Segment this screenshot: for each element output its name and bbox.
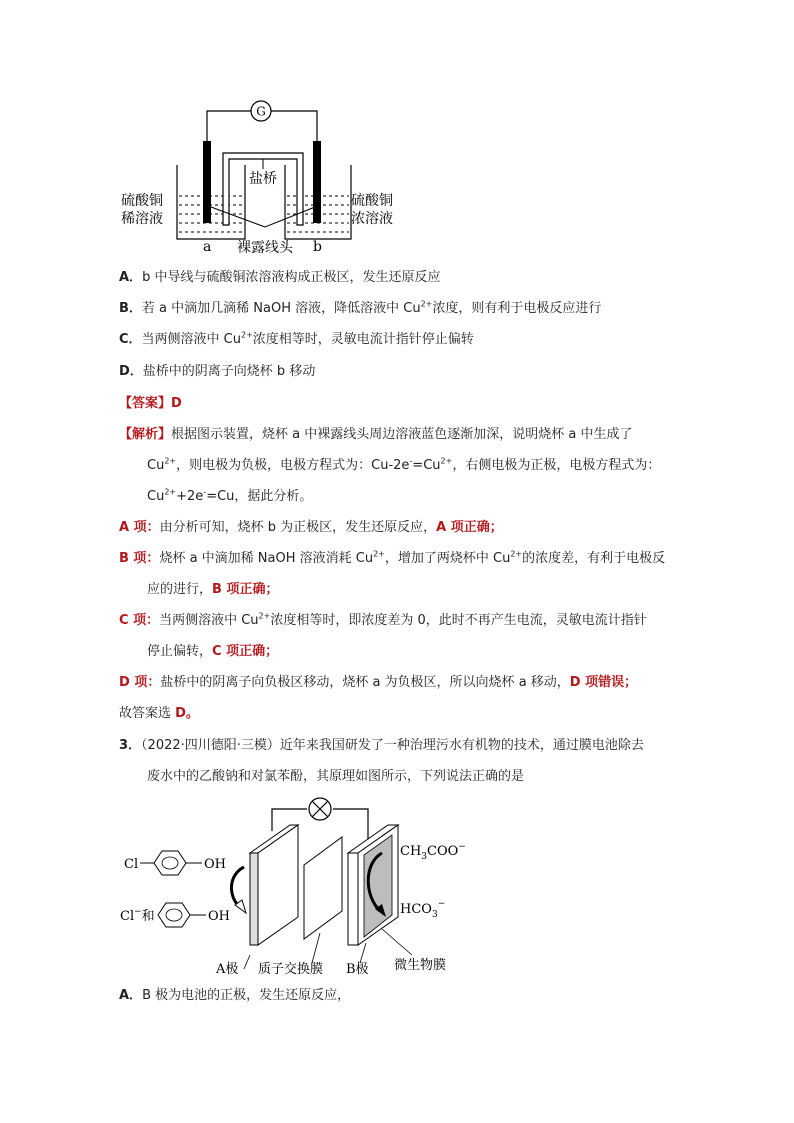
left-solution-label-1: 硫酸铜 (121, 193, 163, 209)
option-d: D．盐桥中的阴离子向烧杯 b 移动 (119, 364, 316, 379)
biofilm-label: 微生物膜 (394, 958, 447, 973)
membrane-label: 质子交换膜 (258, 962, 324, 977)
q3-stem-line-1: 3．（2022·四川德阳·三模）近年来我国研发了一种治理污水有机物的技术，通过膜电池除去 (119, 738, 644, 753)
membrane-cell-diagram (120, 795, 480, 980)
analysis-item-b-cont: 应的进行，B 项正确； (147, 582, 279, 597)
external-wire-right (271, 111, 317, 141)
electrode-b-label: B极 (346, 962, 369, 977)
phenol-structure (158, 903, 206, 927)
cl-label: Cl (124, 857, 139, 872)
analysis-item-b: B 项：烧杯 a 中滴加稀 NaOH 溶液消耗 $Cu^{2+}$，增加了两烧杯中 $Cu^{2+}$的浓度差，有利于电极反 (119, 549, 666, 566)
q3-stem-line-2: 废水中的乙酸钠和对氯苯酚，其原理如图所示，下列说法正确的是 (147, 769, 525, 784)
analysis-item-c-cont: 停止偏转，C 项正确； (147, 644, 279, 659)
electrode-b-plate (348, 825, 398, 945)
analysis-line-3: $Cu^{2+}+2e^-=Cu$，据此分析。 (147, 487, 313, 504)
conclusion: 故答案选 D。 (119, 706, 199, 721)
left-solution-label-2: 稀溶液 (121, 211, 163, 227)
bicarbonate-label: $HCO_3^-$ (400, 899, 446, 920)
electrode-b-label: b (313, 239, 322, 255)
analysis-item-c: C 项：当两侧溶液中 $Cu^{2+}$浓度相等时，即浓度差为 0，此时不再产生电流，灵敏电流计指针 (119, 611, 647, 628)
external-wire (207, 111, 251, 141)
electrode-a (203, 141, 211, 223)
answer: 【答案】D (119, 396, 182, 411)
option-b: B．若 a 中滴加几滴稀 NaOH 溶液，降低溶液中 $Cu^{2+}$浓度，则有利于电极反应进行 (119, 299, 602, 316)
right-solution-label-2: 浓溶液 (351, 211, 393, 227)
external-circuit-right (333, 809, 368, 843)
proton-exchange-membrane (304, 837, 342, 939)
electrode-a-plate (250, 825, 298, 945)
bare-wire-label: 裸露线头 (237, 240, 293, 255)
concentration-cell-diagram (115, 95, 425, 255)
analysis-line-1: 【解析】根据图示装置，烧杯 a 中裸露线头周边溶液蓝色逐渐加深，说明烧杯 a 中生成了 (119, 427, 633, 442)
right-solution-label-1: 硫酸铜 (351, 193, 393, 209)
salt-bridge-label: 盐桥 (249, 171, 277, 187)
electrode-b (313, 141, 321, 223)
galvanometer-label: G (256, 104, 266, 119)
analysis-item-d: D 项：盐桥中的阴离子向负极区移动，烧杯 a 为负极区，所以向烧杯 a 移动，D 项错误； (119, 675, 638, 690)
q3-option-a: A．B 极为电池的正极，发生还原反应， (119, 988, 351, 1003)
oh-label-bottom: OH (208, 909, 230, 924)
chlorophenol-structure (140, 851, 202, 875)
electrode-a-label: a (203, 239, 212, 255)
cl-minus-label: Cl−和 (120, 907, 155, 924)
option-a: A．b 中导线与硫酸铜浓溶液构成正极区，发生还原反应 (119, 270, 441, 285)
oh-label-top: OH (204, 857, 226, 872)
lamp-icon (309, 798, 331, 820)
acetate-label: $CH_3COO^-$ (400, 842, 466, 862)
analysis-line-2: $Cu^{2+}$，则电极为负极，电极方程式为：$Cu-2e^-=Cu^{2+}$，右侧电极为正极，电极方程式为： (147, 456, 661, 473)
analysis-item-a: A 项：由分析可知，烧杯 b 为正极区，发生还原反应，A 项正确； (119, 520, 503, 535)
option-c: C．当两侧溶液中 $Cu^{2+}$浓度相等时，灵敏电流计指针停止偏转 (119, 330, 474, 347)
electrode-a-label: A极 (216, 962, 239, 977)
